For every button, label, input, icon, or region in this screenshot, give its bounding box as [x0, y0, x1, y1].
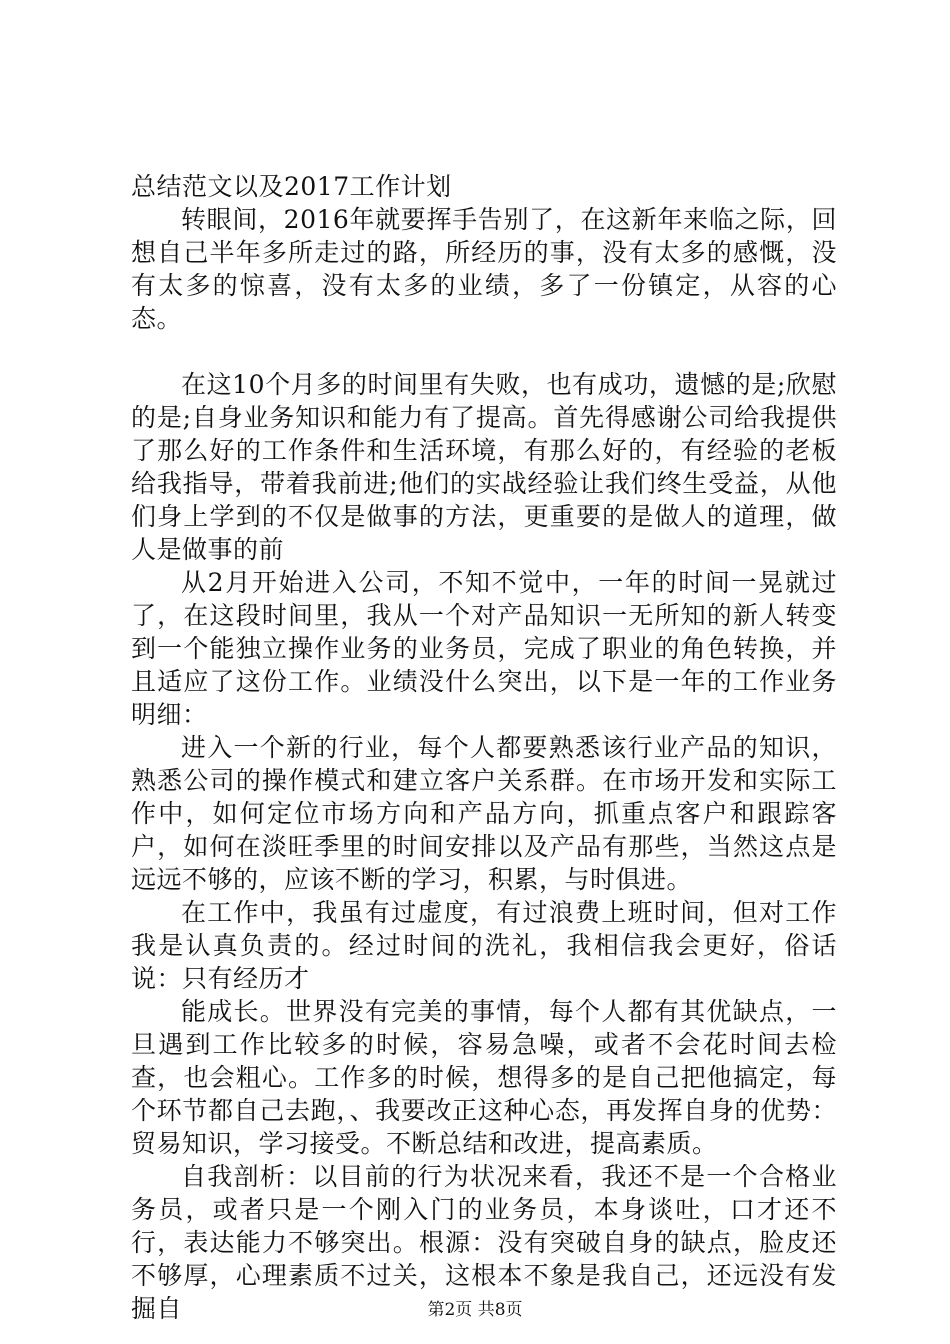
paragraph: 在这10个月多的时间里有失败，也有成功，遗憾的是;欣慰的是;自身业务知识和能力有了提高。首先得感谢公司给我提供了那么好的工作条件和生活环境，有那么好的，有经验的老板给我指导，带着我前进;他们的实战经验让我们终生受益，从他们身上学到的不仅是做事的方法，更重要的是做人的道理，做人是做事的前	[131, 370, 837, 564]
paragraph: 从2月开始进入公司，不知不觉中，一年的时间一晃就过了，在这段时间里，我从一个对产品知识一无所知的新人转变到一个能独立操作业务的业务员，完成了职业的角色转换，并且适应了这份工作。业绩没什么突出，以下是一年的工作业务明细：	[131, 568, 837, 729]
document-body	[131, 170, 837, 1325]
paragraph: 在工作中，我虽有过虚度，有过浪费上班时间，但对工作我是认真负责的。经过时间的洗礼，我相信我会更好，俗话说：只有经历才	[131, 898, 837, 993]
document-title: 总结范文以及2017工作计划	[131, 172, 452, 201]
paragraph-intro: 转眼间，2016年就要挥手告别了，在这新年来临之际，回想自己半年多所走过的路，所经历的事，没有太多的感慨，没有太多的惊喜，没有太多的业绩，多了一份镇定，从容的心态。	[131, 205, 837, 333]
paragraph: 能成长。世界没有完美的事情，每个人都有其优缺点，一旦遇到工作比较多的时候，容易急噪，或者不会花时间去检查，也会粗心。工作多的时候，想得多的是自己把他搞定，每个环节都自己去跑，、我要改正这种心态，再发挥自身的优势：贸易知识，学习接受。不断总结和改进，提高素质。	[131, 997, 837, 1158]
page-number-footer: 第2页 共8页	[427, 1300, 523, 1320]
paragraph: 进入一个新的行业，每个人都要熟悉该行业产品的知识，熟悉公司的操作模式和建立客户关系群。在市场开发和实际工作中，如何定位市场方向和产品方向，抓重点客户和跟踪客户，如何在淡旺季里的时间安排以及产品有那些，当然这点是远远不够的，应该不断的学习，积累，与时俱进。	[131, 733, 837, 894]
paragraph: 自我剖析：以目前的行为状况来看，我还不是一个合格业务员，或者只是一个刚入门的业务员，本身谈吐，口才还不行，表达能力不够突出。根源：没有突破自身的缺点，脸皮还不够厚，心理素质不过关，这根本不象是我自己，还远没有发掘自	[131, 1162, 837, 1323]
